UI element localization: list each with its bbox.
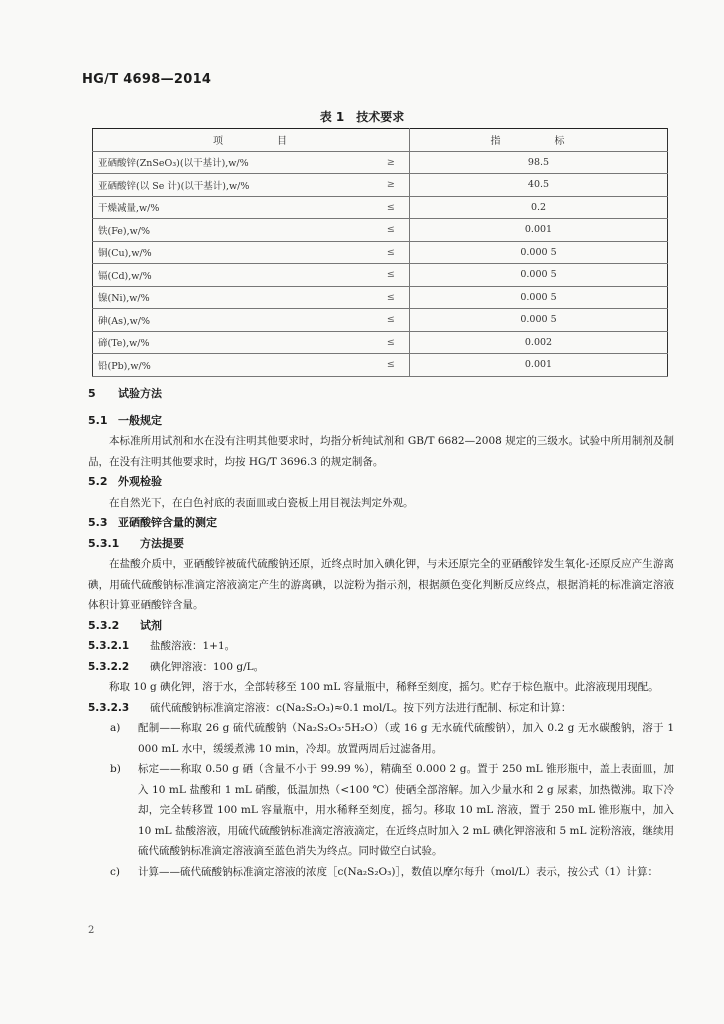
section-title: 试验方法 [118, 387, 162, 400]
clause-number: 5.3.2.1 [88, 640, 130, 652]
list-item-b [88, 759, 674, 862]
section-title: 试剂 [140, 618, 162, 632]
document-body [88, 384, 674, 882]
table-row [93, 241, 668, 264]
reagent-5-3-2-3 [88, 698, 674, 719]
section-heading-5-3-1 [88, 534, 674, 555]
row-operator: ≥ [373, 174, 410, 197]
clause-text: 盐酸溶液：1+1。 [150, 640, 236, 652]
row-operator: ≤ [373, 241, 410, 264]
row-value: 98.5 [410, 151, 668, 174]
section-title: 方法提要 [140, 536, 184, 550]
column-header-value: 指 标 [410, 129, 668, 152]
row-value: 0.001 [410, 354, 668, 377]
section-title: 一般规定 [118, 413, 162, 427]
list-item-a [88, 718, 674, 759]
section-5-3-1-text: 在盐酸介质中，亚硒酸锌被硫代硫酸钠还原，近终点时加入碘化钾，与未还原完全的亚硒酸锌发生氧化-还原反应产生游离碘，用硫代硫酸钠标准滴定溶液滴定产生的游离碘，以淀粉为指示剂，根据颜色变化判断反应终点，根据消耗的标准滴定溶液体积计算亚硒酸锌含量。 [88, 558, 674, 611]
section-heading-5-3 [88, 513, 674, 534]
standard-code: HG/T 4698—2014 [82, 72, 212, 87]
row-item: 铅(Pb),w/% [93, 354, 373, 377]
row-operator: ≤ [373, 196, 410, 219]
column-header-item: 项 目 [93, 129, 410, 152]
list-label: a) [110, 722, 121, 734]
section-5-2-text: 在自然光下，在白色衬底的表面皿或白瓷板上用目视法判定外观。 [109, 496, 414, 509]
page-number: 2 [88, 925, 95, 936]
row-value: 0.000 5 [410, 264, 668, 287]
row-item: 铜(Cu),w/% [93, 241, 373, 264]
row-item: 镉(Cd),w/% [93, 264, 373, 287]
list-text: 配制——称取 26 g 硫代硫酸钠（Na₂S₂O₃·5H₂O）（或 16 g 无水硫代硫酸钠），加入 0.2 g 无水碳酸钠，溶于 1 000 mL 水中，缓缓煮沸 10 min，冷却。放置两周后过滤备用。 [138, 722, 674, 755]
clause-text: 硫代硫酸钠标准滴定溶液：c(Na₂S₂O₃)≈0.1 mol/L。按下列方法进行配制、标定和计算： [150, 701, 572, 714]
table-row [93, 219, 668, 242]
row-operator: ≤ [373, 264, 410, 287]
row-value: 0.002 [410, 331, 668, 354]
section-heading-5 [88, 384, 674, 405]
row-value: 0.001 [410, 219, 668, 242]
reagent-5-3-2-2 [88, 657, 674, 678]
row-item: 铁(Fe),w/% [93, 219, 373, 242]
section-heading-5-1 [88, 411, 674, 432]
section-heading-5-2 [88, 472, 674, 493]
row-item: 镍(Ni),w/% [93, 286, 373, 309]
list-label: c) [110, 865, 120, 878]
clause-number: 5.3.2.2 [88, 660, 130, 673]
row-operator: ≤ [373, 219, 410, 242]
row-operator: ≤ [373, 331, 410, 354]
row-value: 0.2 [410, 196, 668, 219]
section-5-1-text: 本标准所用试剂和水在没有注明其他要求时，均指分析纯试剂和 GB/T 6682—2008 规定的三级水。试验中所用制剂及制品，在没有注明其他要求时，均按 HG/T 3696.3 的规定制备。 [88, 435, 674, 468]
table-row [93, 354, 668, 377]
list-text: 计算——硫代硫酸钠标准滴定溶液的浓度［c(Na₂S₂O₃)］，数值以摩尔每升（mol/L）表示，按公式（1）计算： [138, 865, 659, 878]
row-operator: ≥ [373, 151, 410, 174]
clause-number: 5.3.2.3 [88, 701, 130, 714]
section-heading-5-3-2 [88, 616, 674, 637]
table-title: 表 1 技术要求 [319, 110, 405, 124]
section-number: 5.3.1 [88, 536, 120, 550]
section-number: 5 [88, 387, 96, 400]
table-row [93, 174, 668, 197]
reagent-5-3-2-2-detail: 称取 10 g 碘化钾，溶于水，全部转移至 100 mL 容量瓶中，稀释至刻度，摇匀。贮存于棕色瓶中。此溶液现用现配。 [109, 681, 659, 693]
row-value: 0.000 5 [410, 309, 668, 332]
list-item-c [88, 862, 674, 883]
row-operator: ≤ [373, 309, 410, 332]
list-text: 标定——称取 0.50 g 硒（含量不小于 99.99 %），精确至 0.000 2 g。置于 250 mL 锥形瓶中，盖上表面皿，加入 10 mL 盐酸和 1 mL 硝酸，低温加热（<100 ℃）使硒全部溶解。加入少量水和 2 g 尿素，加热微沸。取下冷却，完全转移置 100 mL 容量瓶中，用水稀释至刻度，摇匀。移取 10 mL 溶液，置于 250 mL 锥形瓶中，加入 10 mL 盐酸溶液，用硫代硫酸钠标准滴定溶液滴定，在近终点时加入 2 mL 碘化钾溶液和 5 mL 淀粉溶液，继续用硫代硫酸钠标准滴定溶液滴至蓝色消失为终点。同时做空白试验。 [138, 763, 674, 857]
requirements-table [92, 128, 668, 377]
clause-text: 碘化钾溶液：100 g/L。 [150, 660, 265, 673]
row-item: 碲(Te),w/% [93, 331, 373, 354]
row-item: 干燥减量,w/% [93, 196, 373, 219]
table-row [93, 331, 668, 354]
row-value: 40.5 [410, 174, 668, 197]
list-label: b) [110, 763, 121, 775]
row-item: 亚硒酸锌(以 Se 计)(以干基计),w/% [93, 174, 373, 197]
table-row [93, 196, 668, 219]
row-operator: ≤ [373, 286, 410, 309]
reagent-5-3-2-1 [88, 636, 674, 657]
section-number: 5.2 [88, 475, 108, 488]
row-item: 砷(As),w/% [93, 309, 373, 332]
table-body [93, 151, 668, 376]
table-row [93, 264, 668, 287]
table-header-row [93, 129, 668, 152]
section-number: 5.1 [88, 413, 108, 427]
section-number: 5.3.2 [88, 618, 120, 632]
section-title: 亚硒酸锌含量的测定 [118, 516, 217, 529]
row-value: 0.000 5 [410, 241, 668, 264]
row-item: 亚硒酸锌(ZnSeO₃)(以干基计),w/% [93, 151, 373, 174]
section-title: 外观检验 [118, 475, 162, 488]
table-row [93, 151, 668, 174]
row-operator: ≤ [373, 354, 410, 377]
row-value: 0.000 5 [410, 286, 668, 309]
table-row [93, 309, 668, 332]
table-row [93, 286, 668, 309]
section-number: 5.3 [88, 516, 108, 529]
